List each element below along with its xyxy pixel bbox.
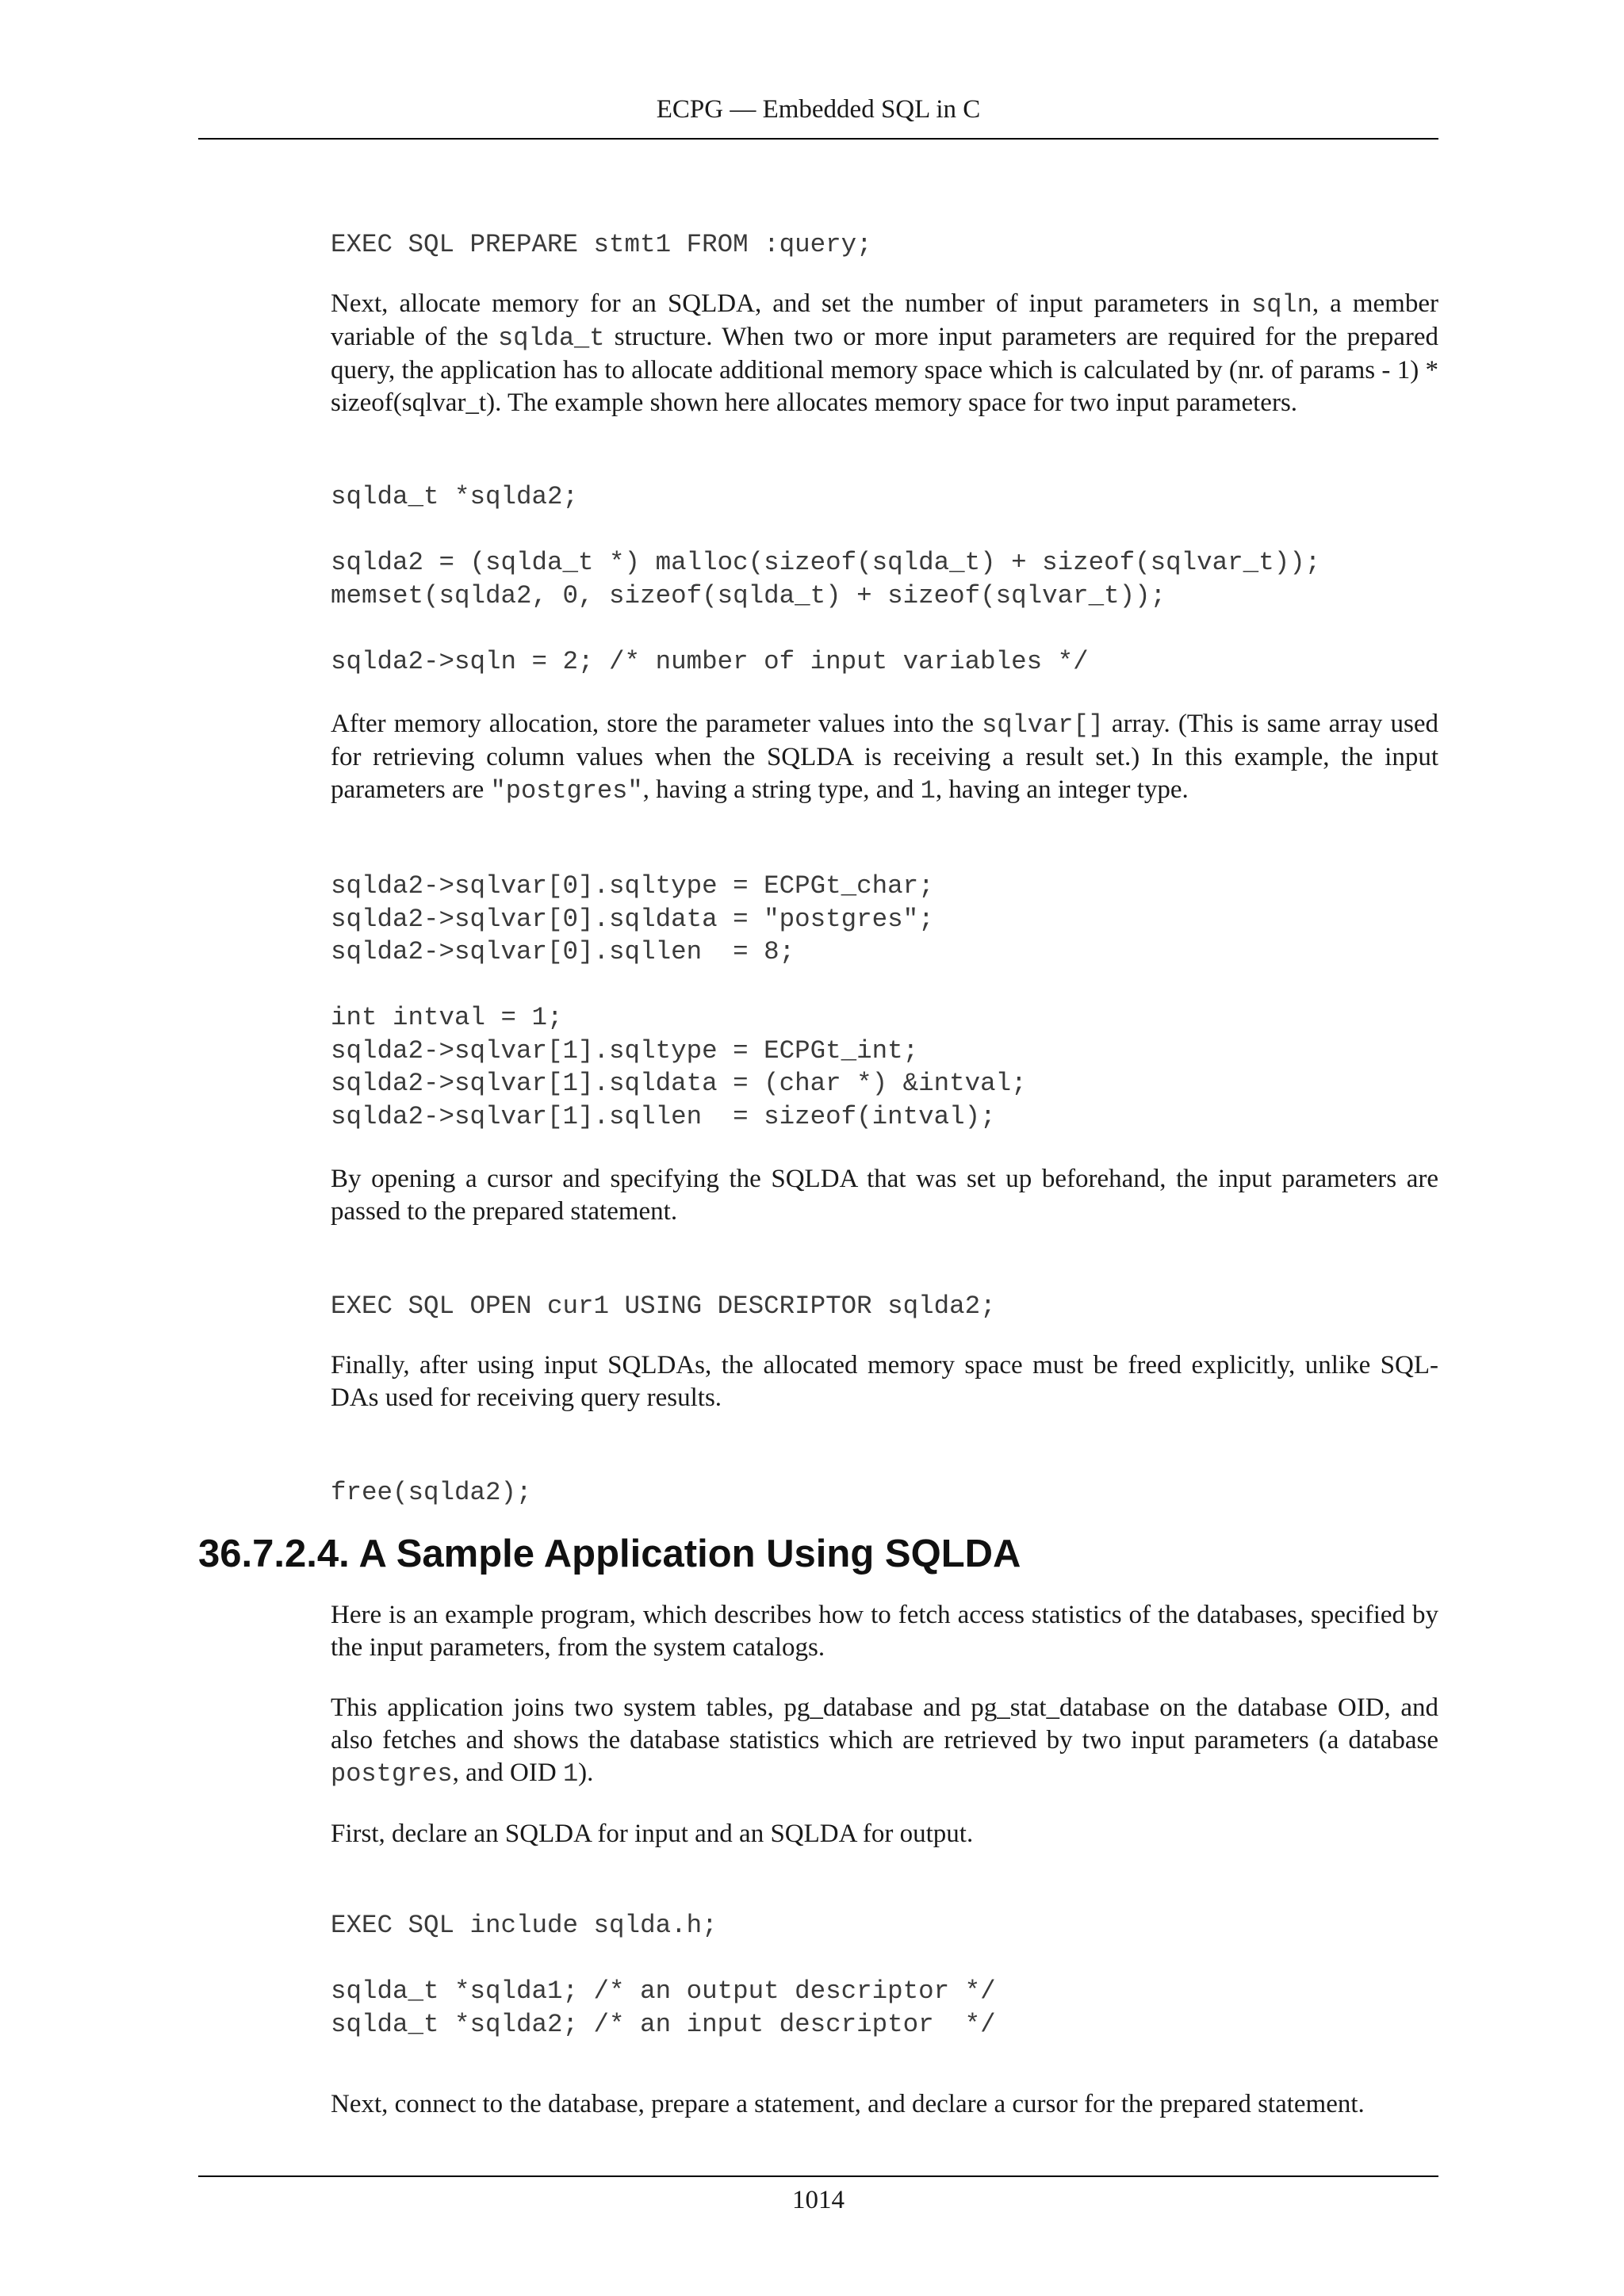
text-segment: , a member variable of the	[331, 289, 1438, 351]
inline-code-postgres-db: postgres	[331, 1759, 453, 1789]
inline-code-sqlvar: sqlvar[]	[982, 710, 1104, 740]
text-segment: ).	[578, 1758, 594, 1787]
text-segment: After memory allocation, store the parameter values into the	[331, 710, 982, 738]
inline-code-sqln: sqln	[1251, 290, 1312, 320]
section-heading: 36.7.2.4. A Sample Application Using SQLDA	[198, 1533, 1021, 1575]
paragraph-declare-sqlda: First, declare an SQLDA for input and an SQLDA for output.	[331, 1820, 974, 1848]
inline-code-one: 1	[920, 776, 936, 806]
running-header: ECPG — Embedded SQL in C	[656, 95, 981, 124]
inline-code-oid: 1	[562, 1759, 579, 1789]
page-number: 1014	[792, 2186, 845, 2214]
paragraph-example-program: Here is an example program, which describes how to fetch access statistics of the databases, specified by the input parameters, from the system catalogs.	[331, 1601, 1438, 1662]
code-block-free: free(sqlda2);	[331, 1478, 532, 1507]
inline-code-sqlda-t: sqlda_t	[498, 323, 605, 353]
text-segment: structure. When two or more input parameters are required for the prepared query, the application has to allocate additional memory space which is calculated by (nr. of params - 1) * sizeof(sqlvar_t). The example shown here allocates memory space for two input parameters.	[331, 323, 1438, 417]
text-segment: , and OID	[452, 1758, 563, 1787]
text-segment: , having a string type, and	[642, 775, 921, 804]
paragraph-store-parameters	[331, 708, 1438, 807]
paragraph-free-memory: Finally, after using input SQLDAs, the allocated memory space must be freed explicitly, unlike SQL-DAs used for receiving query results.	[331, 1351, 1438, 1412]
code-block-malloc: sqlda_t *sqlda2; sqlda2 = (sqlda_t *) malloc(sizeof(sqlda_t) + sizeof(sqlvar_t)); memset(sqlda2, 0, sizeof(sqlda_t) + sizeof(sqlvar_t)); sqlda2->sqln = 2; /* number of input variables */	[331, 482, 1321, 676]
footer-rule	[198, 2175, 1438, 2177]
code-block-prepare: EXEC SQL PREPARE stmt1 FROM :query;	[331, 230, 872, 259]
code-block-open-cursor: EXEC SQL OPEN cur1 USING DESCRIPTOR sqlda2;	[331, 1292, 996, 1321]
code-block-sqlvar-assign: sqlda2->sqlvar[0].sqltype = ECPGt_char; sqlda2->sqlvar[0].sqldata = "postgres"; sqlda2->sqlvar[0].sqllen = 8; int intval = 1; sqlda2->sqlvar[1].sqltype = ECPGt_int; sqlda2->sqlvar[1].sqldata = (char *) &intval; sqlda2->sqlvar[1].sqllen = sizeof(intval);	[331, 871, 1027, 1131]
inline-code-postgres: "postgres"	[490, 776, 643, 806]
paragraph-allocate-memory	[331, 288, 1438, 419]
paragraph-open-cursor: By opening a cursor and specifying the SQLDA that was set up beforehand, the input parameters are passed to the prepared statement.	[331, 1165, 1438, 1226]
header-rule	[198, 138, 1438, 140]
text-segment: This application joins two system tables, pg_database and pg_stat_database on the database OID, and also fetches and shows the database statistics which are retrieved by two input parameters (a database	[331, 1693, 1438, 1755]
code-block-include: EXEC SQL include sqlda.h; sqlda_t *sqlda1; /* an output descriptor */ sqlda_t *sqlda2; /* an input descriptor */	[331, 1911, 996, 2039]
text-segment: Next, allocate memory for an SQLDA, and set the number of input parameters in	[331, 289, 1252, 318]
text-segment: array. (This is same array used for retrieving column values when the SQLDA is receiving a result set.) In this example, the input parameters are	[331, 710, 1438, 804]
paragraph-join-tables	[331, 1692, 1438, 1790]
paragraph-connect: Next, connect to the database, prepare a statement, and declare a cursor for the prepared statement.	[331, 2090, 1365, 2118]
text-segment: , having an integer type.	[935, 775, 1189, 804]
